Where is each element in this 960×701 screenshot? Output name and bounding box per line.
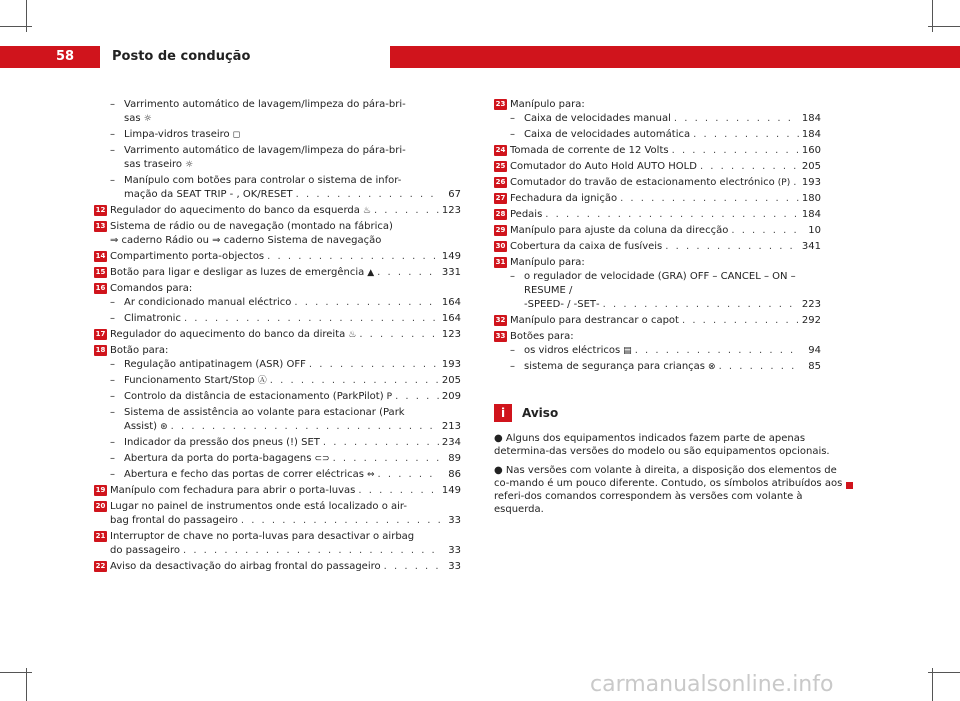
page-reference: 205 — [801, 161, 821, 172]
crop-mark — [0, 672, 32, 673]
leader-dots — [674, 112, 799, 126]
item — [510, 314, 821, 328]
control-symbol-icon: ⊗ — [708, 362, 716, 372]
item-number-badge: 12 — [95, 206, 106, 214]
legend-entry — [95, 204, 461, 218]
leader-dots — [374, 204, 439, 218]
legend-entry — [495, 160, 821, 174]
item-text: – Funcionamento Start/Stop — [124, 375, 255, 386]
page-title: Posto de condução — [112, 49, 251, 64]
legend-entry — [495, 314, 821, 328]
leader-dots — [171, 420, 439, 434]
legend-entry — [95, 328, 461, 342]
item — [110, 484, 461, 498]
sub-item — [110, 312, 461, 326]
item — [510, 192, 821, 206]
page-reference: 331 — [441, 267, 461, 278]
crop-mark — [932, 0, 933, 32]
item — [510, 224, 821, 238]
page-reference: 123 — [441, 329, 461, 340]
item-text: Botões para: — [510, 331, 574, 342]
legend-entry — [110, 98, 461, 202]
leader-dots — [620, 192, 799, 206]
item-number-badge: 33 — [495, 332, 506, 340]
leader-dots — [719, 360, 800, 374]
item-number-badge: 19 — [95, 486, 106, 494]
page-reference: 193 — [801, 177, 821, 188]
sub-item — [510, 360, 821, 374]
item-text: Varrimento automático de lavagem/limpeza do pára-bri- — [124, 145, 406, 156]
item-number-badge: 14 — [95, 252, 106, 260]
page-reference: 86 — [448, 469, 461, 480]
item-text: – Limpa-vidros traseiro — [124, 129, 230, 140]
leader-dots — [377, 468, 440, 482]
item-text: do passageiro — [110, 545, 180, 556]
item-number-badge: 21 — [95, 532, 106, 540]
watermark: carmanualsonline.info — [590, 672, 834, 697]
item-text: Sistema de rádio ou de navegação (montado na fábrica) — [110, 221, 393, 232]
control-symbol-icon: (P) — [777, 178, 791, 188]
control-symbol-icon: P — [386, 392, 393, 402]
item-text: Assist) — [124, 421, 158, 432]
legend-entry — [95, 530, 461, 558]
item — [110, 530, 461, 558]
control-symbol-icon: ▤ — [623, 346, 632, 356]
legend-entry — [95, 344, 461, 482]
item-text: ‑SPEED‑ / ‑SET‑ — [524, 299, 600, 310]
aviso-title: Aviso — [522, 406, 559, 420]
leader-dots — [309, 358, 439, 372]
item — [110, 250, 461, 264]
item-text: Regulador do aquecimento do banco da esquerda — [110, 205, 360, 216]
leader-dots — [731, 224, 800, 238]
sub-item — [110, 128, 461, 142]
legend-entry — [495, 192, 821, 206]
item-text: Pedais — [510, 209, 543, 220]
item-text: – Climatronic — [124, 313, 181, 324]
item-text: Aviso da desactivação do airbag frontal do passageiro — [110, 561, 381, 572]
leader-dots — [296, 188, 440, 202]
page-reference: 184 — [801, 209, 821, 220]
page-reference: 209 — [441, 391, 461, 402]
leader-dots — [358, 484, 439, 498]
page-reference: 193 — [441, 359, 461, 370]
item-text: – os vidros eléctricos — [524, 345, 621, 356]
right-column — [495, 98, 821, 376]
item-text: Botão para ligar e desligar as luzes de emergência — [110, 267, 365, 278]
sub-item — [510, 344, 821, 358]
leader-dots — [377, 266, 439, 280]
item-text: Varrimento automático de lavagem/limpeza do pára-bri- — [124, 99, 406, 110]
page-reference: 149 — [441, 251, 461, 262]
item — [110, 560, 461, 574]
item-text: Manípulo com fechadura para abrir o porta-luvas — [110, 485, 356, 496]
leader-dots — [323, 436, 439, 450]
item-text: bag frontal do passageiro — [110, 515, 238, 526]
item-text: Manípulo para: — [510, 257, 585, 268]
sub-item — [510, 270, 821, 312]
item-text: Manípulo para ajuste da coluna da direcção — [510, 225, 729, 236]
control-symbol-icon: ☼ — [185, 160, 194, 170]
item-text: Manípulo com botões para controlar o sistema de infor- — [124, 175, 402, 186]
item-text: sas — [124, 113, 141, 124]
page-reference: 341 — [801, 241, 821, 252]
item — [510, 176, 821, 190]
item — [110, 266, 461, 280]
leader-dots — [682, 314, 799, 328]
control-symbol-icon: ♨ — [348, 330, 357, 340]
item-text: Sistema de assistência ao volante para estacionar (Park — [124, 407, 405, 418]
page-reference: 160 — [801, 145, 821, 156]
crop-mark — [932, 668, 933, 701]
item-number-badge: 20 — [95, 502, 106, 510]
leader-dots — [545, 208, 799, 222]
control-symbol-icon: ☼ — [143, 114, 152, 124]
leader-dots — [359, 328, 439, 342]
leader-dots — [241, 514, 440, 528]
item-text: Fechadura da ignição — [510, 193, 618, 204]
item — [110, 282, 461, 296]
info-icon: i — [494, 404, 512, 422]
item — [510, 144, 821, 158]
item — [510, 98, 821, 112]
sub-item — [110, 406, 461, 434]
item-text: – Caixa de velocidades manual — [524, 113, 671, 124]
item-number-badge: 24 — [495, 146, 506, 154]
item-number-badge: 27 — [495, 194, 506, 202]
item-text: Interruptor de chave no porta-luvas para desactivar o airbag — [110, 531, 415, 542]
page-reference: 149 — [441, 485, 461, 496]
legend-entry — [95, 250, 461, 264]
leader-dots — [665, 240, 799, 254]
sub-item — [510, 128, 821, 142]
item — [110, 220, 461, 248]
leader-dots — [395, 390, 439, 404]
control-symbol-icon: ♨ — [362, 206, 371, 216]
item-text: Regulador do aquecimento do banco da direita — [110, 329, 346, 340]
leader-dots — [635, 344, 800, 358]
item-number-badge: 28 — [495, 210, 506, 218]
crop-mark — [26, 668, 27, 701]
leader-dots — [294, 296, 439, 310]
item-text: – Caixa de velocidades automática — [524, 129, 691, 140]
item — [510, 160, 821, 174]
item — [110, 328, 461, 342]
legend-entry — [495, 256, 821, 312]
sub-item — [110, 468, 461, 482]
item-text: o regulador de velocidade (GRA) OFF – CANCEL – ON – RESUME / — [524, 271, 796, 296]
sub-item — [110, 390, 461, 404]
left-column — [95, 98, 461, 576]
page-reference: 292 — [801, 315, 821, 326]
item-number-badge: 18 — [95, 346, 106, 354]
legend-entry — [495, 176, 821, 190]
legend-entry — [95, 484, 461, 498]
item-number-badge: 13 — [95, 222, 106, 230]
page-reference: 223 — [801, 299, 821, 310]
sub-item — [110, 174, 461, 202]
item-text: Comutador do travão de estacionamento electrónico — [510, 177, 775, 188]
item-number-badge: 30 — [495, 242, 506, 250]
sub-item — [510, 112, 821, 126]
item-text: – Controlo da distância de estacionamento (ParkPilot) — [124, 391, 384, 402]
crop-mark — [26, 0, 27, 32]
item-number-badge: 15 — [95, 268, 106, 276]
item-number-badge: 29 — [495, 226, 506, 234]
item — [510, 208, 821, 222]
legend-entry — [95, 220, 461, 248]
page-reference: 234 — [441, 437, 461, 448]
crop-mark — [0, 26, 32, 27]
page-reference: 213 — [441, 421, 461, 432]
sub-item — [110, 144, 461, 172]
leader-dots — [384, 560, 440, 574]
item-number-badge: 32 — [495, 316, 506, 324]
leader-dots — [700, 160, 799, 174]
aviso-bullet: ● Alguns dos equipamentos indicados fazem parte de apenas determina-das versões do modelo ou são equipamentos opcionais. — [494, 433, 830, 457]
legend-entry — [495, 330, 821, 374]
control-symbol-icon: ⊂⊃ — [314, 454, 330, 464]
item-text: – Indicador da pressão dos pneus (!) SET — [124, 437, 320, 448]
item-text: Manípulo para destrancar o capot — [510, 315, 679, 326]
page-reference: 33 — [448, 561, 461, 572]
item — [110, 500, 461, 528]
item-number-badge: 31 — [495, 258, 506, 266]
aviso-text — [494, 432, 854, 522]
page-number: 58 — [56, 49, 75, 64]
control-symbol-icon: ◻ — [232, 130, 241, 140]
item-number-badge: 26 — [495, 178, 506, 186]
leader-dots — [270, 374, 439, 388]
item — [510, 256, 821, 270]
sub-item — [110, 452, 461, 466]
item-text: Botão para: — [110, 345, 169, 356]
legend-entry — [95, 266, 461, 280]
page-reference: 184 — [801, 113, 821, 124]
page-reference: 164 — [441, 313, 461, 324]
end-of-section-marker — [846, 482, 853, 489]
page-reference: 184 — [801, 129, 821, 140]
legend-entry — [95, 560, 461, 574]
item-text: – Abertura da porta do porta-bagagens — [124, 453, 312, 464]
item-number-badge: 16 — [95, 284, 106, 292]
item-text: Comutador do Auto Hold AUTO HOLD — [510, 161, 697, 172]
control-symbol-icon: Ⓐ — [257, 376, 267, 386]
item-text: – Abertura e fecho das portas de correr eléctricas — [124, 469, 364, 480]
sub-item — [110, 98, 461, 126]
legend-entry — [495, 208, 821, 222]
item-text: Manípulo para: — [510, 99, 585, 110]
item — [510, 330, 821, 344]
page-reference: 33 — [448, 545, 461, 556]
item-text: mação da SEAT TRIP ‑ , OK/RESET — [124, 189, 293, 200]
item — [110, 204, 461, 218]
item-text: sas traseiro — [124, 159, 183, 170]
legend-entry — [495, 144, 821, 158]
item-text: – Regulação antipatinagem (ASR) OFF — [124, 359, 306, 370]
control-symbol-icon: ⊛ — [160, 422, 168, 432]
page-reference: 85 — [808, 361, 821, 372]
sub-item — [110, 436, 461, 450]
leader-dots — [672, 144, 799, 158]
sub-item — [110, 374, 461, 388]
leader-dots — [603, 298, 799, 312]
leader-dots — [183, 544, 440, 558]
leader-dots — [333, 452, 440, 466]
page-reference: 205 — [441, 375, 461, 386]
item-number-badge: 22 — [95, 562, 106, 570]
leader-dots — [793, 176, 799, 190]
page-reference: 89 — [448, 453, 461, 464]
legend-entry — [95, 500, 461, 528]
aviso-bullet: ● Nas versões com volante à direita, a disposição dos elementos de co-mando é um pouco diferente. Contudo, os símbolos atribuídos aos referi-dos comandos correspondem às versões com volante à esquerda. — [494, 465, 843, 515]
item-number-badge: 17 — [95, 330, 106, 338]
control-symbol-icon: ⇔ — [366, 470, 375, 480]
page-reference: 123 — [441, 205, 461, 216]
sub-item — [110, 358, 461, 372]
sub-item — [110, 296, 461, 310]
leader-dots — [267, 250, 439, 264]
item-text: Lugar no painel de instrumentos onde está localizado o air- — [110, 501, 407, 512]
page-reference: 33 — [448, 515, 461, 526]
page-reference: 94 — [808, 345, 821, 356]
item — [510, 240, 821, 254]
control-symbol-icon: ▲ — [367, 268, 375, 278]
page-reference: 10 — [808, 225, 821, 236]
page-reference: 67 — [448, 189, 461, 200]
legend-entry — [495, 224, 821, 238]
item-text: Comandos para: — [110, 283, 193, 294]
page-reference: 164 — [441, 297, 461, 308]
item-number-badge: 23 — [495, 100, 506, 108]
legend-entry — [495, 98, 821, 142]
legend-entry — [95, 282, 461, 326]
page-reference: 180 — [801, 193, 821, 204]
item-text: – sistema de segurança para crianças — [524, 361, 706, 372]
legend-entry — [495, 240, 821, 254]
item-text: Compartimento porta-objectos — [110, 251, 265, 262]
item — [110, 344, 461, 358]
leader-dots — [693, 128, 799, 142]
item-text: Tomada de corrente de 12 Volts — [510, 145, 669, 156]
item-text: – Ar condicionado manual eléctrico — [124, 297, 292, 308]
item-text: ⇒ caderno Rádio ou ⇒ caderno Sistema de navegação — [110, 235, 382, 246]
item-number-badge: 25 — [495, 162, 506, 170]
item-text: Cobertura da caixa de fusíveis — [510, 241, 663, 252]
leader-dots — [184, 312, 439, 326]
